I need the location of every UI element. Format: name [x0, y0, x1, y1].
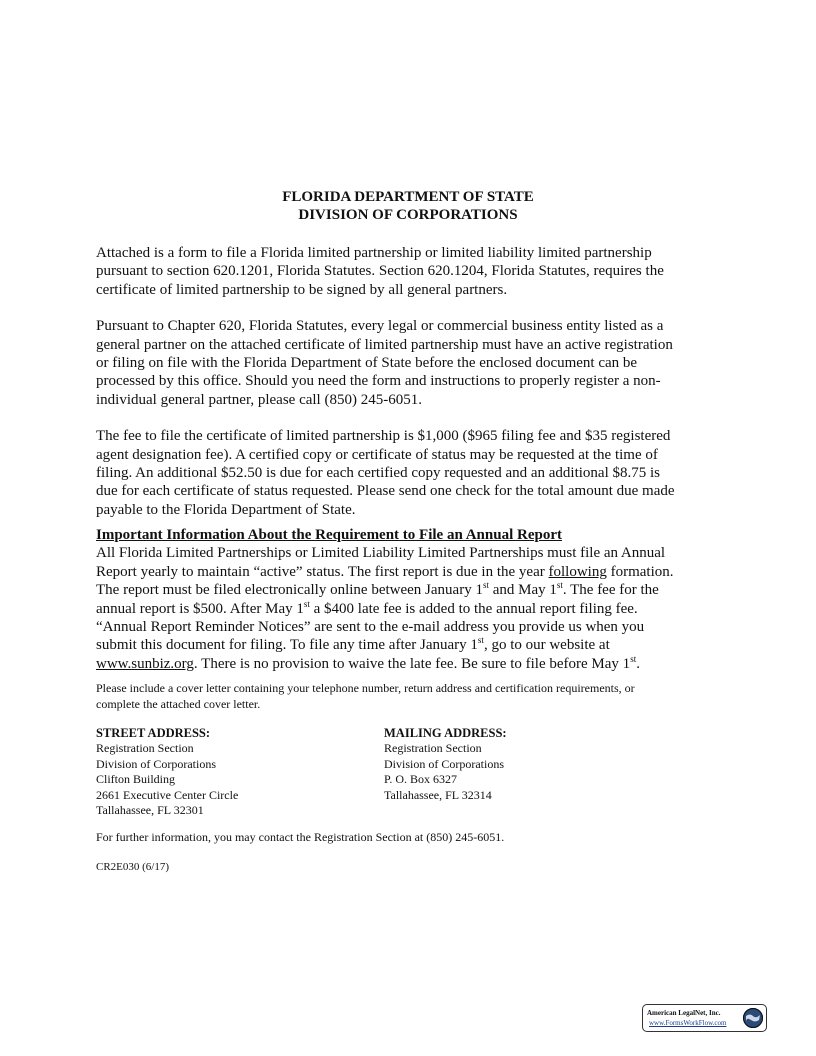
globe-icon [742, 1007, 764, 1029]
further-info: For further information, you may contact the Registration Section at (850) 245-6051. [96, 830, 505, 845]
sunbiz-link[interactable]: www.sunbiz.org [96, 655, 194, 672]
header-line-2: DIVISION OF CORPORATIONS [298, 207, 518, 223]
badge-company: American LegalNet, Inc. [647, 1009, 721, 1017]
annual-report-heading: Important Information About the Requirement to File an Annual Report [96, 527, 562, 544]
addresses [96, 726, 720, 818]
cover-letter-note: Please include a cover letter containing your telephone number, return address and certification requirements, or complete the attached cover letter. [96, 681, 635, 711]
annual-report-paragraph: All Florida Limited Partnerships or Limited Liability Limited Partnerships must file an Annual Report yearly to maintain “active” status. The first report is due in the year following formation. The report must be filed electronically online between January 1st and May 1st. The fee for the annual report is $500. After May 1st a $400 late fee is added to the annual report filing fee. “Annual Report Reminder Notices” are sent to the e-mail address you provide us when you submit this document for filing. To file any time after January 1st, go to our website at www.sunbiz.org. There is no provision to waive the late fee. Be sure to file before May 1st. [96, 545, 674, 672]
form-code: CR2E030 (6/17) [96, 860, 170, 873]
mailing-address: MAILING ADDRESS: Registration Section Division of Corporations P. O. Box 6327 Tallahassee, FL 32314 [384, 725, 507, 802]
document-body [96, 188, 720, 875]
header-line-1: FLORIDA DEPARTMENT OF STATE [282, 189, 534, 205]
badge-website[interactable]: www.FormsWorkFlow.com [649, 1019, 727, 1027]
street-address: STREET ADDRESS: Registration Section Division of Corporations Clifton Building 2661 Executive Center Circle Tallahassee, FL 32301 [96, 725, 239, 817]
american-legalnet-badge[interactable] [642, 1004, 767, 1032]
chapter-620-paragraph: Pursuant to Chapter 620, Florida Statutes, every legal or commercial business entity listed as a general partner on the attached certificate of limited partnership must have an active registration or filing on file with the Florida Department of State before the enclosed document can be processed by this office. Should you need the form and instructions to properly register a non- individual general partner, please call (850) 245-6051. [96, 318, 673, 408]
intro-paragraph: Attached is a form to file a Florida limited partnership or limited liability limited partnership pursuant to section 620.1201, Florida Statutes. Section 620.1204, Florida Statutes, requires the certificate of limited partnership to be signed by all general partners. [96, 245, 664, 298]
fee-paragraph: The fee to file the certificate of limited partnership is $1,000 ($965 filing fee and $35 registered agent designation fee). A certified copy or certificate of status may be requested at the time of filing. An additional $52.50 is due for each certified copy requested and an additional $8.75 is due for each certificate of status requested. Please send one check for the total amount due made payable to the Florida Department of State. [96, 428, 675, 518]
